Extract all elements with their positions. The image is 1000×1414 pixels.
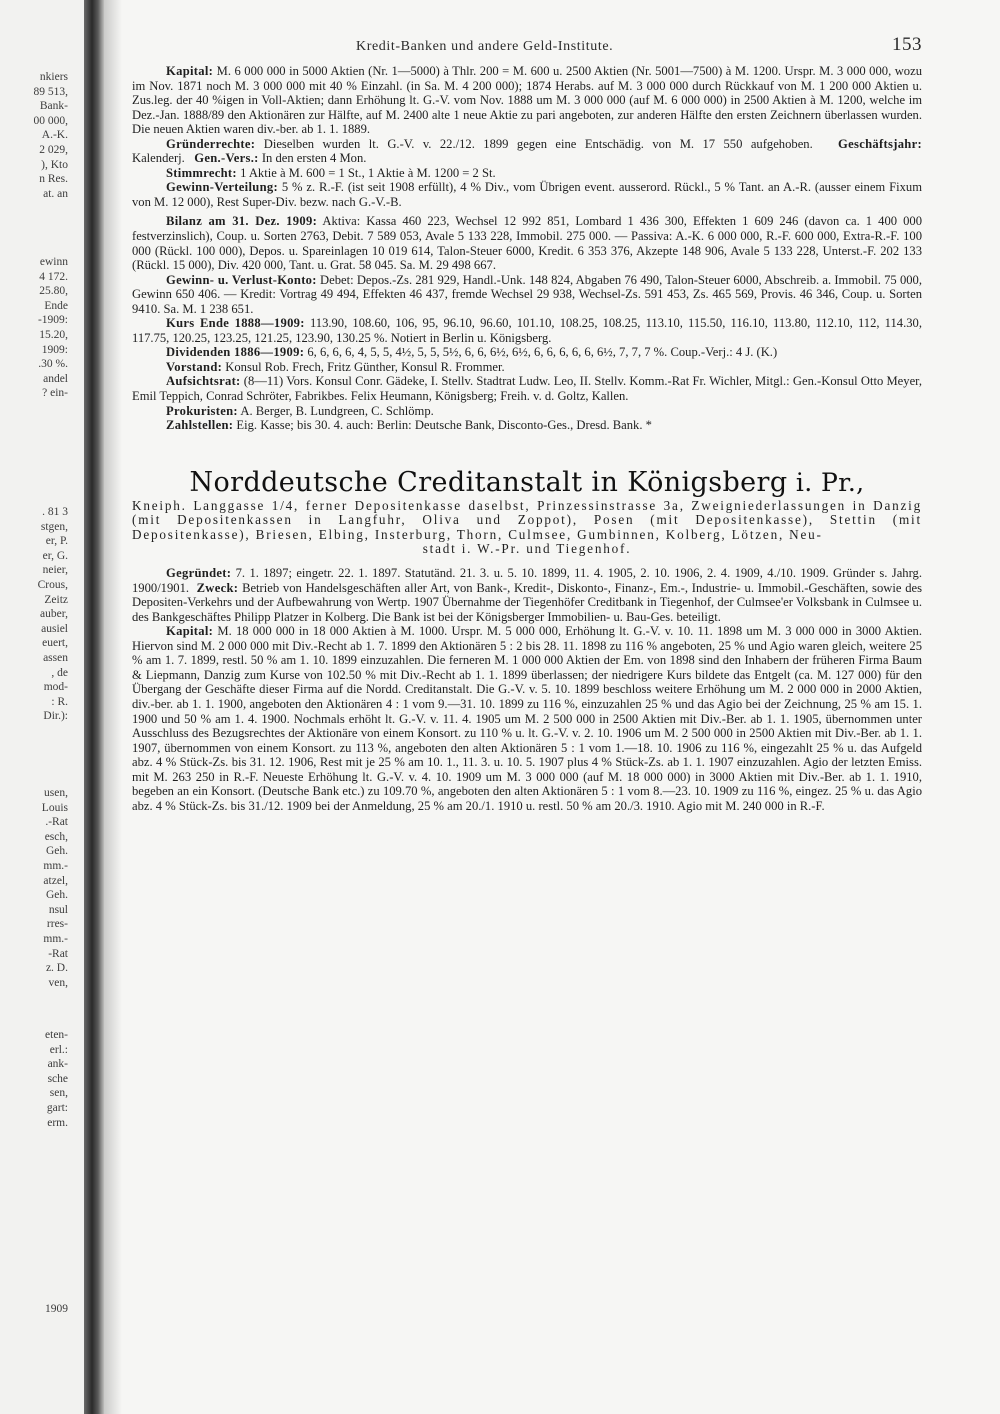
- adjacent-page-fragment: Geh.: [45, 889, 68, 902]
- adjacent-page-fragment: auber,: [40, 608, 68, 621]
- adjacent-page-fragment: mm.-: [43, 860, 68, 872]
- prokuristen-text: A. Berger, B. Lundgreen, C. Schlömp.: [237, 403, 434, 418]
- footnote-star: *: [642, 418, 652, 433]
- adjacent-page-fragment: Louis: [41, 801, 68, 814]
- kapital-paragraph: [132, 64, 922, 137]
- gewinn-verlust-text: Debet: Depos.-Zs. 281 929, Handl.-Unk. 148 824, Abgaben 76 490, Talon-Steuer 6000, Abschreib. a. Immobil. 75 000, Gewinn 650 406. — Kredit: Vortrag 49 494, Effekten 46 437, fremde Wechsel 29 938, Wechsel-Zs. 591 453, Zs. 465 569, Provis. 46 346, Coup. u. Sorten 9410. Sa. M. 1 238 651.: [132, 272, 922, 316]
- adjacent-page-fragment: 4 172.: [39, 270, 68, 283]
- adjacent-page-fragment: 2 029,: [39, 144, 68, 156]
- gewinnverteilung-text: 5 % z. R.-F. (ist seit 1908 erfüllt), 4 % Div., vom Übrigen event. ausserord. Rückl., 5 % Tant. an A.-R. (ausser einem Fixum von M. 12 000), Rest Super-Div. bezw. nach G.-V.-B.: [132, 180, 922, 209]
- adjacent-page-fragment: 25.80,: [39, 285, 68, 298]
- adjacent-page-fragment: 15.20,: [39, 329, 68, 341]
- geschaeftsjahr-text: Kalenderj.: [132, 151, 185, 166]
- prokuristen-label: Prokuristen:: [166, 403, 238, 418]
- adjacent-page-fragment: . 81 3: [42, 506, 68, 518]
- adjacent-page-fragment: sche: [47, 1072, 68, 1085]
- bilanz-label: Bilanz am 31. Dez. 1909:: [166, 214, 318, 229]
- vorstand-text: Konsul Rob. Frech, Fritz Günther, Konsul R. Frommer.: [222, 359, 505, 374]
- gewinnverteilung-paragraph: [132, 180, 922, 209]
- adjacent-page-fragment: esch,: [44, 830, 68, 843]
- adjacent-page-fragment: usen,: [44, 787, 68, 799]
- adjacent-page-fragment: ausiel: [41, 622, 68, 635]
- dividenden-paragraph: [132, 345, 922, 360]
- vorstand-paragraph: [132, 360, 922, 375]
- kapital2-text: M. 18 000 000 in 18 000 Aktien à M. 1000. Urspr. M. 5 000 000, Erhöhung lt. G.-V. v. 10. 11. 1898 um M. 3 000 000 in 3000 Aktien. Hiervon sind M. 2 000 000 mit Div.-Recht ab 1. 7. 1899 den Aktionären 5 : 2 bis 28. 11. 1898 zu 116 % angeboten, 25 % und Agio waren gleich, weitere 25 % am 1. 7. 1899, restl. 50 % am 1. 10. 1899 einzuzahlen. Die ferneren M. 1 000 000 Aktien der Em. von 1898 sind den Inhabern der früheren Firma Baum & Liepmann, Danzig zum Kurse von 102.50 % mit Div.-Recht ab 1. 1. 1899 überlassen; der niedrigere Kurs bildete das Entgelt (ca. M. 127 000) für den Übergang der Geschäfte dieser Firma auf die Nordd. Creditanstalt. Die G.-V. v. 5. 10. 1899 beschloss weitere Erhöhung um M. 2 000 000 in 2000 Aktien, div.-ber. ab 1. 1. 1900, angeboten den Aktionären 4 : 1 vom 9.—31. 10. 1899 zu 116 %, einzuzahlen 25 % und das Agio bei der Zeichnung, 25 % am 15. 1. 1900 und 50 % am 1. 4. 1900. Nochmals erhöht lt. G.-V. v. 11. 4. 1905 um M. 2 500 000 in 2500 Aktien mit Div.-Ber. ab 1. 1. 1905, übernommen unter Ausschluss des Bezugsrechtes der Aktionäre von einem Konsort. zu 110 % u. lt. G.-V. v. 2. 10. 1906 um M. 2 500 000 in 2500 Aktien mit Div.-Ber. ab 1. 1. 1907, übernommen von einem Konsort. zu 113 %, angeboten den alten Aktionären 5 : 1 vom 1.—18. 10. 1906 zu 116 %, eingezahlt 25 % u. das Aufgeld abz. 4 % Stück-Zs. bis 31. 12. 1906, Rest mit je 25 % am 10. 1., 11. 3. u. 10. 5. 1907 plus 4 % Stück-Zs. ab 1. 1. 1907 einzuzahlen. Agio der letzten Emiss. mit M. 263 250 in R.-F. Neueste Erhöhung lt. G.-V. v. 4. 10. 1909 um M. 3 000 000 (auf M. 18 000 000) in 3000 Aktien mit Div.-Ber. ab 1. 1. 1910, begeben an ein Konsort. (Deutsche Bank etc.) zu 109.70 %, angeboten den alten Aktionären 5 : 1 vom 8.—23. 10. 1909 zu 116 %, eingez. 25 % u. das Agio abz. 4 % Stück-Zs. bis 31./12. 1909 bei der Anmeldung, 25 % am 20./1. 1910 u. restl. 50 % am 20./3. 1910. Agio mit M. 240 000 in R.-F.: [132, 624, 922, 813]
- bilanz-text: Aktiva: Kassa 460 223, Wechsel 12 992 851, Lombard 1 436 300, Effekten 1 609 246 (davon ca. 1 400 000 festverzinslich), Coup. u. Sorten 2763, Debit. 7 589 053, Avale 5 133 228, Immobil. 275 000. — Passiva: A.-K. 6 000 000, R.-F. 600 000, Extra-R.-F. 100 000 (Rückl. 100 000), Depos. u. Spareinlagen 10 019 614, Talon-Steuer 6000, Kredit. 6 353 376, Akzepte 148 906, Avale 5 133 228, Unterst.-F. 202 133 (Rückl. 15 000), Div. 420 000, Tant. u. Grat. 58 045. Sa. M. 29 498 667.: [132, 214, 922, 273]
- adjacent-page-fragment: 1909:: [41, 343, 68, 356]
- kapital2-label: Kapital:: [166, 624, 214, 639]
- adjacent-page-fragment: stgen,: [40, 520, 68, 533]
- bank-heading-main: Norddeutsche Creditanstalt in Königsberg: [189, 466, 788, 498]
- kapital2-paragraph: [132, 624, 922, 813]
- adjacent-page-fragment: .-Rat: [45, 816, 68, 829]
- adjacent-page-fragment: , de: [51, 666, 68, 679]
- running-header: [356, 34, 922, 64]
- aufsichtsrat-paragraph: [132, 374, 922, 403]
- adjacent-page-fragment: er, P.: [45, 535, 68, 548]
- adjacent-page-fragment: .30 %.: [38, 358, 68, 371]
- zahlstellen-label: Zahlstellen:: [166, 418, 234, 433]
- adjacent-page-fragment: sen,: [49, 1087, 68, 1100]
- adjacent-page-fragment: ), Kto: [41, 158, 68, 171]
- adjacent-page-fragment: mod-: [43, 681, 68, 694]
- gewinn-verlust-paragraph: [132, 273, 922, 317]
- adjacent-page-fragment: -Rat: [48, 947, 68, 960]
- adjacent-page-fragment: A.-K.: [41, 129, 68, 142]
- kurse-label: Kurs Ende 1888—1909:: [166, 316, 305, 331]
- running-title: Kredit-Banken und andere Geld-Institute.: [356, 39, 614, 54]
- aufsichtsrat-text: (8—11) Vors. Konsul Conr. Gädeke, I. Stellv. Stadtrat Ludw. Leo, II. Stellv. Komm.-Rat Fr. Wichler, Mitgl.: Gen.-Konsul Otto Meyer, Emil Teppich, Conrad Schröter, Fabrikbes. Felix Heumann, Königsberg; Freih. v. d. Goltz, Kallen.: [132, 374, 922, 404]
- bank-address: Kneiph. Langgasse 1/4, ferner Depositenkasse daselbst, Prinzessinstrasse 3a, Zweigniederlassungen in Danzig (mit Depositenkassen in Langfuhr, Oliva und Zoppot), Posen (mit Depositenkasse), Stettin (mit Depositenkasse), Briesen, Elbing, Insterburg, Thorn, Culmsee, Gumbinnen, Kolberg, Lötzen, Neu-: [132, 497, 922, 542]
- genvers-text: In den ersten 4 Mon.: [258, 151, 367, 166]
- page-fold-shadow: [104, 0, 122, 1414]
- adjacent-page-fragment: atzel,: [43, 874, 68, 887]
- book-gutter: [84, 0, 104, 1414]
- adjacent-page-fragment: erl.:: [49, 1043, 68, 1056]
- stimmrecht-label: Stimmrecht:: [166, 165, 237, 180]
- gewinn-verlust-label: Gewinn- u. Verlust-Konto:: [166, 272, 317, 287]
- vorstand-label: Vorstand:: [166, 359, 223, 374]
- bank-heading-suffix: i. Pr.,: [787, 467, 865, 497]
- adjacent-page-fragment: Ende: [44, 299, 68, 312]
- kapital-text: M. 6 000 000 in 5000 Aktien (Nr. 1—5000) à Thlr. 200 = M. 600 u. 2500 Aktien (Nr. 5001—7500) à M. 1200. Urspr. M. 3 000 000, wozu im Nov. 1871 noch M. 3 000 000 mit 40 % Einzahl. (in Sa. M. 4 200 000); 1874 Herabs. auf M. 3 000 000 durch Rückkauf von M. 1 200 000 Aktien u. Zus.leg. der 40 %igen in Voll-Aktien; dann Erhöhung lt. G.-V. vom Nov. 1888 um M. 3 000 000 (auf M. 6 000 000) in 2500 Aktien à M. 1200, welche im Dez.-Jan. 1888/89 den Aktionären zur Hälfte, auf M. 2400 alte 1 neue Aktie zu pari angeboten, zur anderen Hälfte den ersten Zeichnern überlassen wurden. Die neuen Aktien waren div.-ber. ab 1. 1. 1889.: [132, 64, 922, 137]
- zahlstellen-text: Eig. Kasse; bis 30. 4. auch: Berlin: Deutsche Bank, Disconto-Ges., Dresd. Bank.: [233, 418, 643, 433]
- adjacent-page-fragment: ewinn: [39, 256, 68, 268]
- adjacent-page-fragment: neier,: [42, 564, 68, 577]
- adjacent-page-fragment: : R.: [51, 695, 68, 708]
- stimmrecht-paragraph: [132, 166, 922, 181]
- gewinnverteilung-label: Gewinn-Verteilung:: [166, 180, 278, 195]
- adjacent-page-fragment: Bank-: [39, 100, 68, 113]
- adjacent-page-fragment: nkiers: [39, 71, 68, 83]
- prokuristen-paragraph: [132, 404, 922, 419]
- adjacent-page-fragment: andel: [43, 372, 68, 385]
- adjacent-page-fragment: at. an: [43, 187, 68, 200]
- adjacent-page-fragment: rres-: [46, 918, 68, 931]
- adjacent-page-fragment: -1909:: [37, 314, 68, 327]
- zweck-text: Betrieb von Handelsgeschäften aller Art, von Bank-, Kredit-, Diskonto-, Finanz-, Em.-, Industrie- u. Immobil.-Geschäften, sowie des Depositen-Verkehrs und der Aufbewahrung von Wertp. 1907 Übernahme der Tiegenhöfer Creditbank in Tiegenhof, der Culmsee'er Volksbank in Culmsee u. des Bankgeschäftes Philipp Platzer in Kolberg. Die Bank ist bei der Königsberger Immobilien- u. Bau-Ges. beteiligt.: [132, 580, 922, 624]
- gruenderrechte-label: Gründerrechte:: [166, 136, 256, 151]
- adjacent-page-fragment: er, G.: [42, 549, 68, 562]
- zweck-label: Zweck:: [196, 580, 239, 595]
- adjacent-page-margin: [0, 0, 92, 1414]
- adjacent-page-fragment: ? ein-: [42, 387, 68, 400]
- geschaeftsjahr-label: Geschäftsjahr:: [838, 136, 922, 151]
- stimmrecht-text: 1 Aktie à M. 600 = 1 St., 1 Aktie à M. 1200 = 2 St.: [236, 165, 496, 180]
- gruenderrechte-text: Dieselben wurden lt. G.-V. v. 22./12. 1899 gegen eine Entschädig. von M. 17 550 aufgehoben.: [255, 136, 813, 151]
- adjacent-page-fragment: eten-: [45, 1029, 68, 1041]
- adjacent-page-fragment: 1909: [45, 1303, 68, 1315]
- adjacent-page-fragment: Zeitz: [44, 593, 68, 606]
- dividenden-text: 6, 6, 6, 6, 4, 5, 5, 4½, 5, 5, 5½, 6, 6, 6½, 6½, 6, 6, 6, 6, 6, 6½, 7, 7, 7 %. Coup.-Verj.: 4 J. (K.): [304, 345, 778, 360]
- adjacent-page-fragment: assen: [43, 652, 68, 664]
- gegruendet-text: 7. 1. 1897; eingetr. 22. 1. 1897. Statutänd. 21. 3. u. 5. 10. 1899, 11. 4. 1905, 2. 10. 1906, 2. 4. 1909, 4./10. 1909. Gründer s. Jahrg. 1900/1901.: [132, 566, 922, 595]
- adjacent-page-fragment: erm.: [47, 1116, 68, 1129]
- kapital-label: Kapital:: [166, 64, 214, 78]
- gegruendet-label: Gegründet:: [166, 566, 232, 581]
- aufsichtsrat-label: Aufsichtsrat:: [166, 374, 241, 389]
- bank-heading: [132, 467, 922, 499]
- kurse-paragraph: [132, 316, 922, 345]
- kurse-text: 113.90, 108.60, 106, 95, 96.10, 96.60, 101.10, 108.25, 108.25, 113.10, 115.50, 116.10, 113.80, 112.10, 112, 114.30, 117.75, 120.25, 123.25, 121.25, 123.90, 130.25 %. Notiert in Berlin u. Königsberg.: [132, 316, 922, 345]
- adjacent-page-fragment: ven,: [48, 976, 68, 989]
- adjacent-page-fragment: mm.-: [43, 933, 68, 945]
- adjacent-page-fragment: Crous,: [37, 579, 68, 591]
- adjacent-page-fragment: euert,: [42, 637, 68, 650]
- adjacent-page-fragment: ank-: [47, 1058, 68, 1071]
- page-content: [132, 34, 922, 813]
- bilanz-paragraph: [132, 214, 922, 272]
- dividenden-label: Dividenden 1886—1909:: [166, 345, 305, 360]
- gegruendet-paragraph: [132, 566, 922, 624]
- adjacent-page-fragment: gart:: [46, 1102, 68, 1114]
- gruenderrechte-paragraph: [132, 137, 922, 166]
- zahlstellen-paragraph: [132, 418, 922, 433]
- adjacent-page-fragment: nsul: [48, 903, 68, 916]
- genvers-label: Gen.-Vers.:: [194, 151, 259, 166]
- adjacent-page-fragment: 89 513,: [33, 85, 68, 98]
- adjacent-page-fragment: 00 000,: [33, 114, 68, 127]
- bank-address-last-line: stadt i. W.-Pr. und Tiegenhof.: [422, 541, 632, 557]
- adjacent-page-fragment: z. D.: [45, 962, 68, 975]
- adjacent-page-fragment: n Res.: [39, 173, 68, 186]
- adjacent-page-fragment: Dir.):: [43, 710, 68, 723]
- page-number: 153: [892, 34, 922, 55]
- adjacent-page-fragment: Geh.: [45, 845, 68, 858]
